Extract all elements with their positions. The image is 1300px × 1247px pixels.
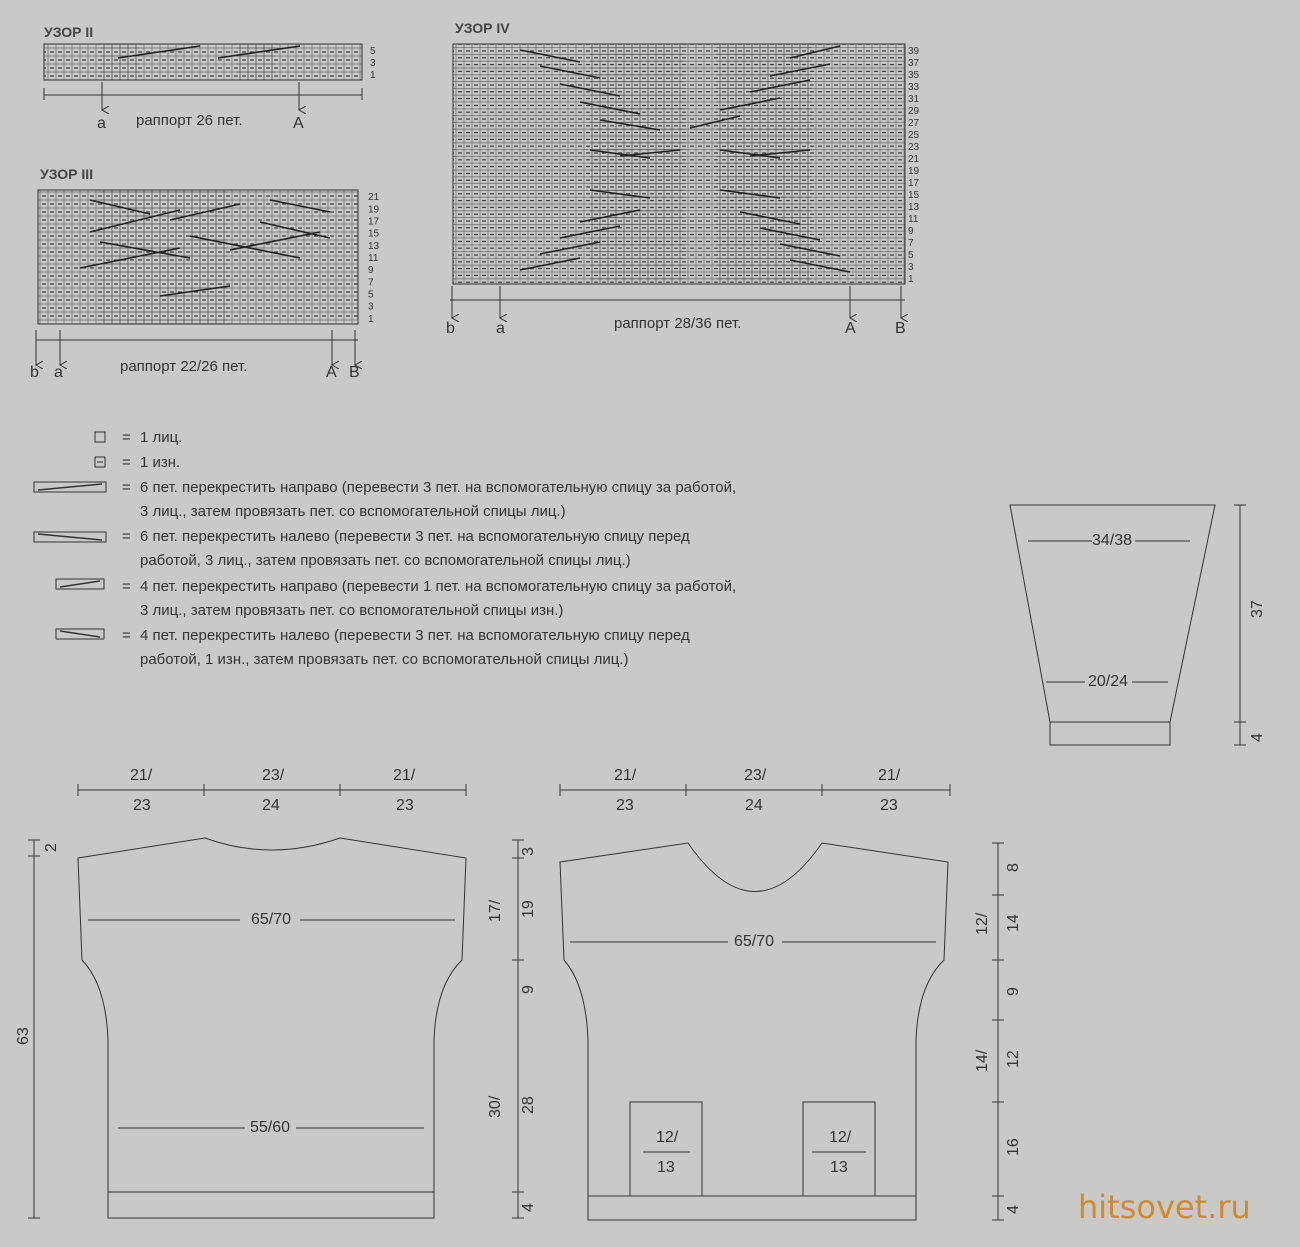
back-right-dim-28: 28 [520, 1096, 537, 1114]
row-label-p4-1: 1 [908, 274, 914, 285]
row-label-p4-19: 19 [908, 166, 920, 177]
front-top-3b: 23 [880, 797, 898, 814]
row-label-p2-5: 5 [370, 46, 376, 57]
back-top-1a: 21/ [130, 767, 153, 784]
pattern-2-title: УЗОР II [44, 24, 94, 40]
row-label-p3-15: 15 [368, 228, 380, 240]
front-chest-width: 65/70 [734, 933, 775, 950]
row-label-p4-5: 5 [908, 250, 914, 261]
legend-text-knit: 1 лиц. [140, 429, 183, 446]
p4-marker-B: B [895, 320, 906, 337]
front-pocket-right-b: 13 [830, 1159, 848, 1176]
front-right-dim-14: 14 [1005, 914, 1022, 932]
row-label-p4-25: 25 [908, 130, 920, 141]
legend-eq-6: = [122, 627, 131, 644]
legend-text-cross4r-2: 3 лиц., затем провязать пет. со вспомогательной спицы изн.) [140, 602, 564, 619]
row-label-p4-13: 13 [908, 202, 920, 213]
row-label-p4-15: 15 [908, 190, 920, 201]
pattern-4-title: УЗОР IV [455, 20, 510, 36]
site-watermark: hitsovet.ru [1078, 1188, 1251, 1226]
legend-eq-1: = [122, 429, 131, 446]
row-label-p3-21: 21 [368, 192, 380, 204]
back-chest-width: 65/70 [251, 911, 292, 928]
p4-marker-b: b [446, 320, 455, 337]
p2-repeat-label: раппорт 26 пет. [136, 112, 243, 129]
front-top-2a: 23/ [744, 767, 767, 784]
row-label-p4-37: 37 [908, 58, 920, 69]
row-label-p4-31: 31 [908, 94, 920, 105]
back-top-1b: 23 [133, 797, 151, 814]
p3-marker-b: b [30, 364, 39, 381]
back-left-dim-2: 2 [43, 843, 60, 852]
row-label-p4-17: 17 [908, 178, 920, 189]
row-label-p3-3: 3 [368, 301, 374, 313]
p3-marker-A: A [326, 364, 337, 381]
legend-text-cross6r: 6 пет. перекрестить направо (перевести 3 пет. на вспомогательную спицу за работой, [140, 479, 737, 496]
pattern-2-grid [44, 44, 362, 110]
row-label-p4-21: 21 [908, 154, 920, 165]
row-label-p4-39: 39 [908, 46, 920, 57]
back-left-dim-63: 63 [15, 1027, 32, 1045]
row-label-p4-29: 29 [908, 106, 920, 117]
row-label-p4-33: 33 [908, 82, 920, 93]
sleeve-top-width: 34/38 [1092, 532, 1133, 549]
row-label-p2-1: 1 [370, 70, 376, 81]
row-label-p2-3: 3 [370, 58, 376, 69]
legend-text-cross6l-2: работой, 3 лиц., затем провязать пет. со вспомогательной спицы лиц.) [140, 552, 631, 569]
front-right-dim-16: 16 [1005, 1138, 1022, 1156]
legend-text-purl: 1 изн. [140, 454, 181, 471]
front-pocket-right-a: 12/ [829, 1129, 852, 1146]
front-right-dim-8: 8 [1005, 863, 1022, 872]
p4-marker-a: a [496, 320, 505, 337]
p3-marker-a: a [54, 364, 63, 381]
back-right-dim-9: 9 [520, 985, 537, 994]
front-right-dim-4: 4 [1005, 1205, 1022, 1214]
p3-repeat-label: раппорт 22/26 пет. [120, 358, 248, 375]
sleeve-height-label: 37 [1249, 600, 1266, 618]
row-label-p3-9: 9 [368, 265, 374, 277]
pattern-3-grid [36, 190, 358, 365]
row-label-p3-1: 1 [368, 313, 374, 325]
row-label-p4-11: 11 [908, 214, 919, 225]
front-top-2b: 24 [745, 797, 763, 814]
back-right-dim-19: 19 [520, 900, 537, 918]
back-right-dim-17: 17/ [487, 899, 504, 922]
front-right-dim-9: 9 [1005, 987, 1022, 996]
back-top-2a: 23/ [262, 767, 285, 784]
pattern-4-grid [450, 44, 905, 318]
legend-text-cross6r-2: 3 лиц., затем провязать пет. со вспомогательной спицы лиц.) [140, 503, 566, 520]
front-right-dim-12: 12/ [974, 912, 991, 935]
legend-text-cross4r: 4 пет. перекрестить направо (перевести 1 пет. на вспомогательную спицу за работой, [140, 578, 737, 595]
back-schematic [28, 784, 524, 1218]
legend-eq-5: = [122, 578, 131, 595]
legend-text-cross4l-2: работой, 1 изн., затем провязать пет. со вспомогательной спицы лиц.) [140, 651, 629, 668]
back-right-dim-4: 4 [520, 1203, 537, 1212]
row-label-p4-7: 7 [908, 238, 914, 249]
p2-marker-a: a [97, 115, 106, 132]
p4-marker-A: A [845, 320, 856, 337]
back-right-dim-30: 30/ [487, 1095, 504, 1118]
front-schematic [560, 784, 1004, 1220]
front-right-dim-12b: 12 [1005, 1050, 1022, 1068]
row-label-p3-13: 13 [368, 240, 380, 252]
front-top-1b: 23 [616, 797, 634, 814]
row-label-p4-23: 23 [908, 142, 920, 153]
p2-marker-A: A [293, 115, 304, 132]
front-right-dim-14b: 14/ [974, 1049, 991, 1072]
legend-eq-2: = [122, 454, 131, 471]
row-label-p3-11: 11 [368, 253, 379, 264]
row-label-p3-17: 17 [368, 216, 380, 228]
row-label-p4-9: 9 [908, 226, 914, 237]
row-label-p4-35: 35 [908, 70, 920, 81]
legend-eq-3: = [122, 479, 131, 496]
legend-text-cross4l: 4 пет. перекрестить налево (перевести 3 пет. на вспомогательную спицу перед [140, 627, 690, 644]
back-top-2b: 24 [262, 797, 280, 814]
legend-symbols [34, 432, 106, 639]
row-label-p3-19: 19 [368, 204, 380, 216]
front-pocket-left-a: 12/ [656, 1129, 679, 1146]
pattern-3-title: УЗОР III [40, 166, 94, 182]
back-hem-width: 55/60 [250, 1119, 291, 1136]
front-top-3a: 21/ [878, 767, 901, 784]
back-top-3b: 23 [396, 797, 414, 814]
row-label-p3-7: 7 [368, 277, 374, 289]
p3-marker-B: B [349, 364, 360, 381]
legend-eq-4: = [122, 528, 131, 545]
row-label-p4-27: 27 [908, 118, 920, 129]
front-pocket-left-b: 13 [657, 1159, 675, 1176]
front-top-1a: 21/ [614, 767, 637, 784]
back-top-3a: 21/ [393, 767, 416, 784]
row-label-p3-5: 5 [368, 289, 374, 301]
back-right-dim-3: 3 [520, 847, 537, 856]
sleeve-cuff-label: 4 [1249, 733, 1266, 742]
legend-text-cross6l: 6 пет. перекрестить налево (перевести 3 пет. на вспомогательную спицу перед [140, 528, 690, 545]
p4-repeat-label: раппорт 28/36 пет. [614, 315, 742, 332]
sleeve-bottom-width: 20/24 [1088, 673, 1129, 690]
row-label-p4-3: 3 [908, 262, 914, 273]
